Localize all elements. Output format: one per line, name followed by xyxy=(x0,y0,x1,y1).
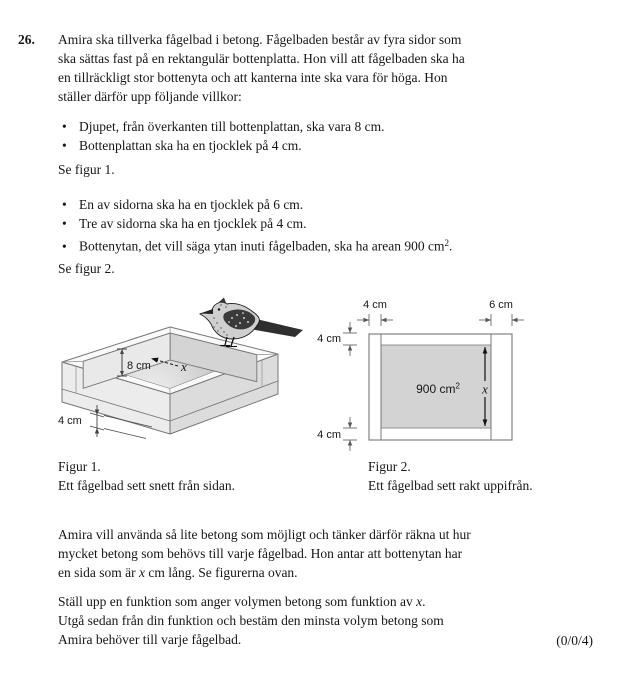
closing-line-1: Amira vill använda så lite betong som möjligt och tänker därför räkna ut hur xyxy=(58,527,471,542)
depth-label: 8 cm xyxy=(127,360,151,372)
bullet-glyph: • xyxy=(62,138,67,153)
intro-line-3: en tillräckligt stor bottenyta och att kanterna inte ska vara för höga. Hon xyxy=(58,70,448,85)
math-x: x xyxy=(416,594,423,609)
see-figure-2-text: Se figur 2. xyxy=(58,261,115,276)
bullet-text: Tre av sidorna ska ha en tjocklek på 4 cm. xyxy=(79,216,307,231)
x-label: x xyxy=(482,381,488,397)
dim-top-right-wall xyxy=(479,314,524,326)
area-label: 900 $cm^2$ xyxy=(416,381,460,396)
bullet-text: Bottenytan, det vill säga ytan inuti fågelbaden, ska ha arean 900 cm xyxy=(79,238,445,254)
intro-line-2: ska sättas fast på en rektangulär bottenplatta. Hon vill att fågelbaden ska ha xyxy=(58,51,465,66)
figure-2-drawing xyxy=(315,288,620,458)
birdbath-3d xyxy=(62,327,278,434)
task-line-3: Amira behöver till varje fågelbad. xyxy=(58,632,242,647)
figure-2-caption-text: Ett fågelbad sett rakt uppifrån. xyxy=(368,478,533,493)
figure-1-caption-title: Figur 1. xyxy=(58,459,101,474)
dim-label-left-bottom: 4 cm xyxy=(317,429,341,441)
bullet-glyph: • xyxy=(62,197,67,212)
bullet-item xyxy=(62,235,452,255)
bullet-item xyxy=(62,197,303,213)
task-line-1: Ställ upp en funktion som anger volymen betong som funktion av x. xyxy=(58,594,426,609)
figure-2-caption-title: Figur 2. xyxy=(368,459,411,474)
figure-1-caption-text: Ett fågelbad sett snett från sidan. xyxy=(58,478,235,493)
x-label: x xyxy=(181,359,187,374)
closing-line-2: mycket betong som behövs till varje fågelbad. Hon antar att bottenytan har xyxy=(58,546,463,561)
math-x: x xyxy=(138,565,145,580)
task-line-2: Utgå sedan från din funktion och bestäm den minsta volym betong som xyxy=(58,613,444,628)
dim-label-top-right: 6 cm xyxy=(489,299,513,311)
intro-line-1: Amira ska tillverka fågelbad i betong. Fågelbaden består av fyra sidor som xyxy=(58,32,462,47)
see-figure-1-text: Se figur 1. xyxy=(58,162,115,177)
thickness-label: 4 cm xyxy=(58,415,82,427)
superscript-2: 2 xyxy=(444,238,450,248)
bullet-text: Djupet, från överkanten till bottenplattan, ska vara 8 cm. xyxy=(79,119,385,134)
bullet-text: Bottenplattan ska ha en tjocklek på 4 cm. xyxy=(79,138,302,153)
points-notation: (0/0/4) xyxy=(556,633,593,648)
bullet-text-period: . xyxy=(449,238,453,254)
bullet-item xyxy=(62,138,302,154)
bullet-glyph: • xyxy=(62,238,67,254)
dim-top-left-wall xyxy=(357,314,393,326)
dim-left-bottom-strip xyxy=(343,417,357,451)
dim-label-left-top: 4 cm xyxy=(317,333,341,345)
bullet-glyph: • xyxy=(62,216,67,231)
bullet-item xyxy=(62,216,306,232)
intro-line-4: ställer därför upp följande villkor: xyxy=(58,89,242,104)
closing-line-3: en sida som är x cm lång. Se figurerna ovan. xyxy=(58,565,298,580)
bullet-item xyxy=(62,119,385,135)
problem-number: 26. xyxy=(18,32,35,47)
bullet-glyph: • xyxy=(62,119,67,134)
dim-label-top-left: 4 cm xyxy=(363,299,387,311)
bullet-text: En av sidorna ska ha en tjocklek på 6 cm. xyxy=(79,197,304,212)
dim-left-top-strip xyxy=(343,322,357,356)
figure-1-drawing xyxy=(40,292,330,460)
